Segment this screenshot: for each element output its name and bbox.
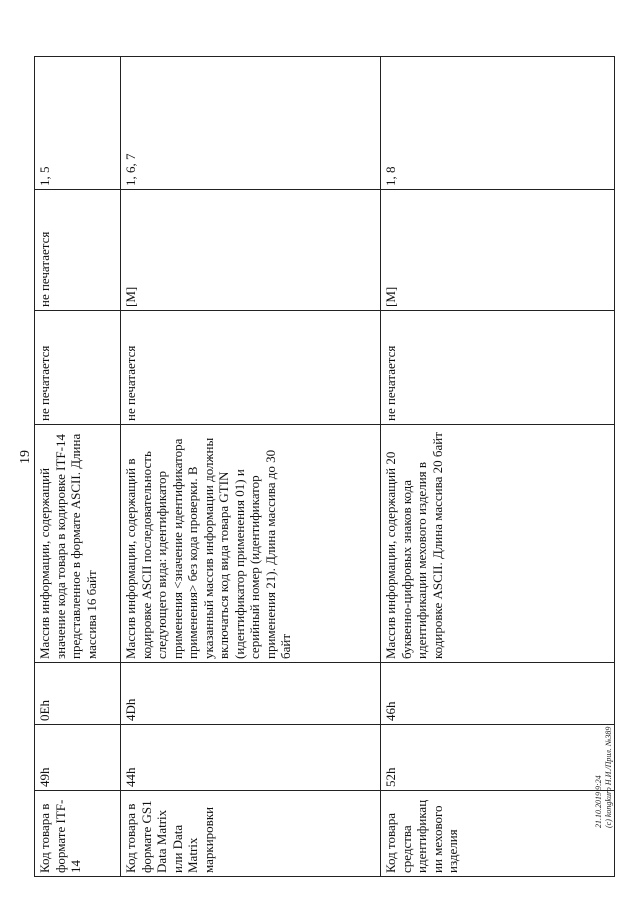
page-number: 19 bbox=[18, 450, 33, 464]
cell-print-1: не печатается bbox=[35, 311, 121, 425]
cell-length: 4Dh bbox=[121, 663, 381, 725]
footer-copyright: (c) kongkuro Н.И./Прил. №389 bbox=[604, 726, 613, 828]
cell-name: Код товара в формате GS1 Data Matrix или Data Matrix маркировки bbox=[121, 791, 381, 877]
cell-description: Массив информации, содержащий 20 буквенно-цифровых знаков кода идентификации мехового изделия в кодировке ASCII. Длина массива 20 байт bbox=[381, 425, 615, 663]
table-row bbox=[381, 57, 615, 877]
cell-print-1: не печатается bbox=[121, 311, 381, 425]
cell-print-2: [М] bbox=[121, 190, 381, 311]
cell-description: Массив информации, содержащий в кодировке ASCII последовательность следующего вида: идентификатор применения <значение идентификатора применения> без кода проверки. В указанный массив информации должны включаться код вида товара GTIN (идентификатор применения 01) и серийный номер (идентификатор применения 21). Длина массива до 30 байт bbox=[121, 425, 381, 663]
cell-description: Массив информации, содержащий значение кода товара в кодировке ITF-14 представленное в формате ASCII. Длина массива 16 байт bbox=[35, 425, 121, 663]
requisites-table bbox=[34, 56, 615, 877]
cell-length: 46h bbox=[381, 663, 615, 725]
cell-print-2: не печатается bbox=[35, 190, 121, 311]
rotated-table-frame bbox=[34, 57, 614, 877]
footer-timestamp: 21.10.2019 9:24 bbox=[594, 775, 603, 828]
requisites-table-container bbox=[34, 57, 614, 877]
cell-print-1: не печатается bbox=[381, 311, 615, 425]
cell-name: Код товара средства идентификации мехового изделия bbox=[381, 791, 615, 877]
cell-print-2: [М] bbox=[381, 190, 615, 311]
cell-notes: 1, 6, 7 bbox=[121, 57, 381, 190]
cell-id: 52h bbox=[381, 725, 615, 791]
cell-length: 0Eh bbox=[35, 663, 121, 725]
cell-notes: 1, 8 bbox=[381, 57, 615, 190]
cell-notes: 1, 5 bbox=[35, 57, 121, 190]
table-row bbox=[121, 57, 381, 877]
cell-id: 44h bbox=[121, 725, 381, 791]
table-row bbox=[35, 57, 121, 877]
cell-name: Код товара в формате ITF-14 bbox=[35, 791, 121, 877]
cell-id: 49h bbox=[35, 725, 121, 791]
